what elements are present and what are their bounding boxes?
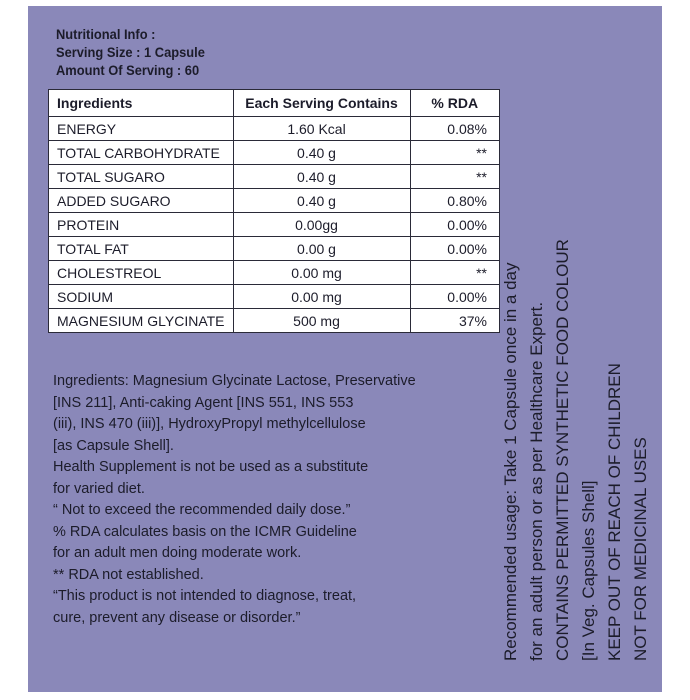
table-row — [49, 189, 500, 213]
usage-line: for an adult person or as per Healthcare Expert. — [527, 301, 546, 661]
row-amount: 0.00 mg — [233, 285, 410, 309]
row-rda: 0.00% — [410, 285, 499, 309]
table-row — [49, 309, 500, 333]
serving-size: Serving Size : 1 Capsule — [56, 44, 205, 60]
nutrition-table — [48, 89, 500, 333]
table-row — [49, 213, 500, 237]
table-row — [49, 261, 500, 285]
description-line: ** RDA not established. — [53, 566, 204, 583]
usage-line: Recommended usage: Take 1 Capsule once in a day — [501, 262, 520, 661]
row-rda: 37% — [410, 309, 499, 333]
header-serving: Each Serving Contains — [233, 90, 410, 117]
header-ingredients: Ingredients — [49, 90, 234, 117]
table-row — [49, 165, 500, 189]
usage-line: KEEP OUT OF REACH OF CHILDREN — [605, 363, 624, 661]
description-line: “This product is not intended to diagnose, treat, — [53, 588, 357, 604]
row-rda: 0.80% — [410, 189, 499, 213]
ingredients-description — [53, 371, 483, 629]
usage-line: [In Veg. Capsules Shell] — [579, 480, 598, 661]
row-rda: 0.00% — [410, 237, 499, 261]
row-amount: 0.40 g — [233, 189, 410, 213]
table-header-row — [49, 90, 500, 117]
row-rda: ** — [410, 261, 499, 285]
description-line: for varied diet. — [53, 480, 145, 497]
nutrition-heading — [56, 25, 205, 79]
usage-instructions — [498, 181, 654, 661]
row-amount: 0.00 mg — [233, 261, 410, 285]
row-ingredient: TOTAL CARBOHYDRATE — [49, 141, 234, 165]
row-rda: 0.00% — [410, 213, 499, 237]
row-rda: 0.08% — [410, 117, 499, 141]
row-ingredient: TOTAL FAT — [49, 237, 234, 261]
description-line: cure, prevent any disease or disorder.” — [53, 609, 301, 626]
description-line: “ Not to exceed the recommended daily dose.” — [53, 502, 351, 518]
table-row — [49, 237, 500, 261]
description-line: [INS 211], Anti-caking Agent [INS 551, INS 553 — [53, 394, 354, 411]
table-row — [49, 117, 500, 141]
row-ingredient: ADDED SUGARO — [49, 189, 234, 213]
row-ingredient: CHOLESTREOL — [49, 261, 234, 285]
description-line: (iii), INS 470 (iii)], HydroxyPropyl methylcellulose — [53, 416, 366, 432]
row-ingredient: SODIUM — [49, 285, 234, 309]
row-amount: 0.00 g — [233, 237, 410, 261]
table-row — [49, 141, 500, 165]
supplement-label — [28, 6, 662, 692]
row-ingredient: TOTAL SUGARO — [49, 165, 234, 189]
row-amount: 500 mg — [233, 309, 410, 333]
usage-line: CONTAINS PERMITTED SYNTHETIC FOOD COLOUR — [553, 239, 572, 661]
description-line: % RDA calculates basis on the ICMR Guideline — [53, 523, 357, 540]
row-amount: 1.60 Kcal — [233, 117, 410, 141]
description-line: Health Supplement is not be used as a substitute — [53, 459, 369, 475]
row-ingredient: PROTEIN — [49, 213, 234, 237]
usage-line: NOT FOR MEDICINAL USES — [631, 437, 650, 661]
description-line: [as Capsule Shell]. — [53, 437, 174, 454]
serving-amount: Amount Of Serving : 60 — [56, 62, 200, 78]
row-ingredient: MAGNESIUM GLYCINATE — [49, 309, 234, 333]
row-rda: ** — [410, 141, 499, 165]
nutrition-title: Nutritional Info : — [56, 26, 156, 42]
table-row — [49, 285, 500, 309]
row-rda: ** — [410, 165, 499, 189]
header-rda: % RDA — [410, 90, 499, 117]
description-line: Ingredients: Magnesium Glycinate Lactose, Preservative — [53, 373, 416, 389]
row-amount: 0.40 g — [233, 141, 410, 165]
row-amount: 0.40 g — [233, 165, 410, 189]
row-ingredient: ENERGY — [49, 117, 234, 141]
row-amount: 0.00gg — [233, 213, 410, 237]
description-line: for an adult men doing moderate work. — [53, 545, 302, 561]
